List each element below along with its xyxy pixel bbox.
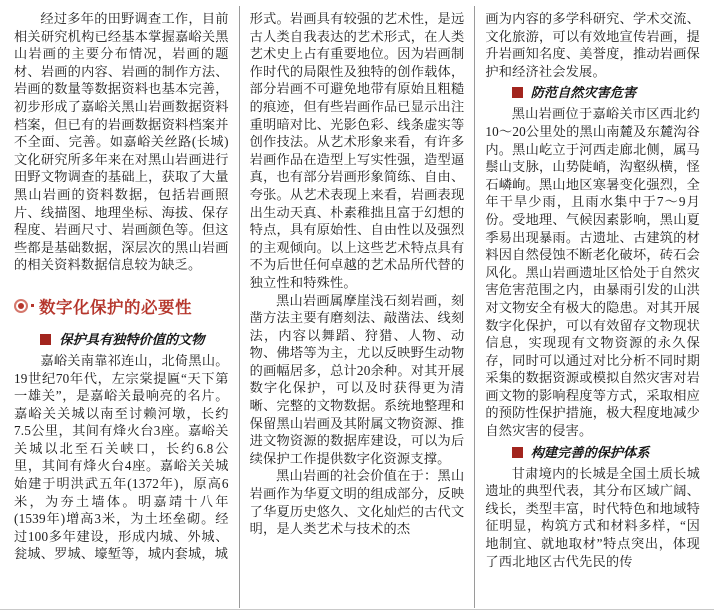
paragraph: 嘉峪关南靠祁连山，北倚黑山。19世纪70年代，左宗棠提匾“天下第一雄关”，是嘉峪关最响亮的名片。嘉峪关关城以南至讨赖河墩，长约7.5公里，其间有烽火台3座。嘉峪关关城以北至石关峡口，长约6.8公里，其间有烽火台4座。嘉峪关关城始建于明洪武五年(1372年)，原高6米，为夯土墙体。明嘉靖十八年(1539年)增高3米，为土坯垒砌。经过100多年建设，形成内城、外城、瓮城、罗城、壕堑等，城内套城，城 <box>14 352 229 562</box>
page-bottom-rule <box>0 609 714 610</box>
section-heading <box>14 294 229 318</box>
red-square-icon <box>512 447 523 458</box>
sub-heading-text: 保护具有独特价值的文物 <box>59 331 205 347</box>
sub-heading-text: 防范自然灾害危害 <box>530 85 637 101</box>
paragraph: 黑山岩画的社会价值在于：黑山岩画作为华夏文明的组成部分，反映了华夏历史悠久、文化灿烂的古代文明，是人类艺术与技术的杰 <box>249 468 465 537</box>
sub-heading-text: 构建完善的保护体系 <box>530 444 650 460</box>
sub-heading <box>14 330 229 349</box>
red-square-icon <box>40 334 51 345</box>
paragraph: 甘肃境内的长城是全国土质长城遗址的典型代表，其分布区域广阔、线长，类型丰富，时代特色和地域特征明显，构筑方式和材料多样，“因地制宜、就地取材”特点突出，体现了西北地区古代先民的传 <box>485 465 701 569</box>
circle-dot-icon <box>14 299 34 313</box>
sub-heading <box>485 443 700 462</box>
paragraph: 画为内容的多学科研究、学术交流、文化旅游，可以有效地宣传岩画，提升岩画知名度、美誉度，推动岩画保护和经济社会发展。 <box>485 11 701 79</box>
paragraph: 黑山岩画属摩崖浅石刻岩画，刻凿方法主要有磨刻法、敲凿法、线刻法，内容以舞蹈、狩猎、人物、动物、佛塔等为主，尤以反映野生动物的画幅居多，总计20余种。对其开展数字化保护，可以及时获得更为清晰、完整的文物数据。系统地整理和保留黑山岩画及其附属文物资源、推进文物资源的数据库建设，可以为后续保护工作提供数字化资源支撑。 <box>249 292 465 466</box>
paragraph: 形式。岩画具有较强的艺术性，是远古人类自我表达的艺术形式，在人类艺术史上占有重要地位。因为岩画制作时代的局限性及独特的创作载体，部分岩画不可避免地带有原始且粗糙的痕迹，但有些岩画作品已显示出注重明暗对比、光影色彩、线条虚实等创作技法。从艺术形象来看，有许多岩画作品在造型上写实性强，造型逼真，也有部分岩画形象简练、自由、夸张。从艺术表现上来看，岩画表现出生动天真、朴素稚拙且富于幻想的特点，具有原始性、自由性以及强烈的主观倾向。以上这些艺术特点具有不为后世任何卓越的艺术品所代替的独立性和特殊性。 <box>249 11 465 290</box>
column-2 <box>239 6 475 608</box>
red-square-icon <box>512 87 523 98</box>
paragraph: 经过多年的田野调查工作，目前相关研究机构已经基本掌握嘉峪关黑山岩画的主要分布情况，岩画的题材、岩画的内容、岩画的制作方法、岩画的数量等数据资料也基本完善，初步形成了嘉峪关黑山岩画数据资料档案，但已有的岩画数据资料档案并不全面、完善。如嘉峪关丝路(长城)文化研究所多年来在对黑山岩画进行田野文物调查的基础上，获取了大量黑山岩画的资料数据，包括岩画照片、线描图、地理坐标、海拔、保存程度、岩画尺寸、岩画颜色等。但这些都是基础数据，深层次的黑山岩画的相关资料数据信息较为缺乏。 <box>14 11 229 273</box>
paragraph: 黑山岩画位于嘉峪关市区西北约10～20公里处的黑山南麓及东麓沟谷内。黑山屹立于河西走廊北侧，属马鬃山支脉，山势陡峭，沟壑纵横，怪石嶙峋。黑山地区寒暑变化强烈，全年干旱少雨，且雨水集中于7～9月份。受地理、气候因素影响，黑山夏季易出现暴雨。古遗址、古建筑的材料因自然侵蚀不断老化破坏，砖石会风化。黑山岩画遗址区恰处于自然灾害危害范围之内，由暴雨引发的山洪对文物安全有极大的隐患。对其开展数字化保护，可以有效留存文物现状信息，实现现有文物资源的永久保存，同时可以通过对比分析不同时期采集的数据资源或模拟自然灾害对岩画文物的影响程度等方式，采取相应的预防性保护措施，极大程度地减少自然灾害的侵害。 <box>485 106 701 439</box>
column-3 <box>474 6 710 608</box>
sub-heading <box>485 83 700 102</box>
column-1 <box>4 6 239 608</box>
section-heading-text: 数字化保护的必要性 <box>39 298 192 317</box>
